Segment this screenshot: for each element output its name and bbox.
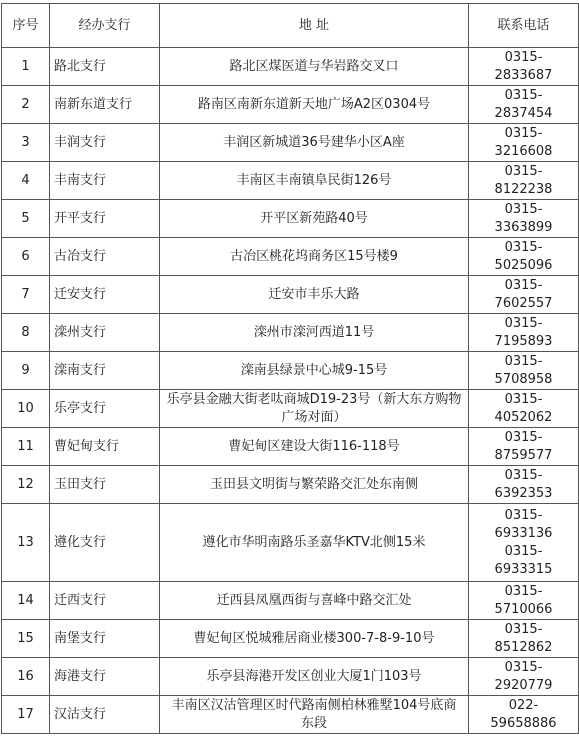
- table-row: [2, 582, 579, 620]
- phone-line: 0315-: [504, 201, 543, 217]
- branch-name: 迁安支行: [50, 276, 160, 314]
- phone-line: 0315-: [504, 659, 543, 675]
- branch-contact-table: [1, 3, 579, 734]
- row-number: 7: [2, 276, 50, 314]
- table-row: [2, 504, 579, 582]
- row-number: 11: [2, 428, 50, 466]
- branch-address: 路北区煤医道与华岩路交叉口: [160, 48, 469, 86]
- phone-cell: [469, 86, 579, 124]
- phone-line: 0315-: [504, 163, 543, 179]
- phone-line: 4052062: [494, 409, 553, 425]
- phone-line: 8512862: [494, 639, 553, 655]
- phone-line: 2837454: [494, 105, 553, 121]
- phone-line: 0315-: [504, 543, 543, 559]
- phone-line: 0315-: [504, 467, 543, 483]
- branch-address: 开平区新苑路40号: [160, 200, 469, 238]
- phone-line: 0315-: [504, 239, 543, 255]
- branch-address: 乐亭县海港开发区创业大厦1门103号: [160, 658, 469, 696]
- phone-cell: [469, 48, 579, 86]
- phone-line: 8759577: [494, 447, 553, 463]
- table-row: [2, 238, 579, 276]
- row-number: 14: [2, 582, 50, 620]
- branch-name: 古冶支行: [50, 238, 160, 276]
- phone-line: 5710066: [494, 601, 553, 617]
- phone-line: 6933136: [494, 525, 553, 541]
- phone-line: 0315-: [504, 315, 543, 331]
- table-row: [2, 48, 579, 86]
- row-number: 16: [2, 658, 50, 696]
- phone-line: 7602557: [494, 295, 553, 311]
- row-number: 1: [2, 48, 50, 86]
- phone-line: 0315-: [504, 429, 543, 445]
- row-number: 6: [2, 238, 50, 276]
- phone-line: 59658886: [490, 715, 557, 731]
- phone-cell: [469, 466, 579, 504]
- header-phone: 联系电话: [469, 4, 579, 48]
- branch-address: 滦南县绿景中心城9-15号: [160, 352, 469, 390]
- phone-cell: [469, 504, 579, 582]
- branch-name: 路北支行: [50, 48, 160, 86]
- branch-name: 丰润支行: [50, 124, 160, 162]
- phone-line: 0315-: [504, 49, 543, 65]
- phone-cell: [469, 696, 579, 734]
- phone-line: 0315-: [504, 391, 543, 407]
- phone-line: 0315-: [504, 583, 543, 599]
- phone-line: 8122238: [494, 181, 553, 197]
- phone-line: 0315-: [504, 125, 543, 141]
- branch-name: 南堡支行: [50, 620, 160, 658]
- branch-address: 路南区南新东道新天地广场A2区0304号: [160, 86, 469, 124]
- phone-cell: [469, 238, 579, 276]
- branch-address: 玉田县文明街与繁荣路交汇处东南侧: [160, 466, 469, 504]
- phone-cell: [469, 200, 579, 238]
- phone-cell: [469, 582, 579, 620]
- table-row: [2, 696, 579, 734]
- phone-line: 2920779: [494, 677, 553, 693]
- branch-name: 海港支行: [50, 658, 160, 696]
- row-number: 5: [2, 200, 50, 238]
- branch-address: 迁安市丰乐大路: [160, 276, 469, 314]
- branch-address: 遵化市华明南路乐圣嘉华KTV北侧15米: [160, 504, 469, 582]
- branch-table-wrapper: [1, 3, 579, 734]
- row-number: 10: [2, 390, 50, 428]
- phone-line: 5025096: [494, 257, 553, 273]
- table-row: [2, 620, 579, 658]
- branch-name: 丰南支行: [50, 162, 160, 200]
- phone-line: 0315-: [504, 507, 543, 523]
- phone-cell: [469, 620, 579, 658]
- phone-line: 022-: [508, 697, 539, 713]
- phone-line: 2833687: [494, 67, 553, 83]
- header-branch: 经办支行: [50, 4, 160, 48]
- phone-cell: [469, 352, 579, 390]
- branch-address: 古冶区桃花坞商务区15号楼9: [160, 238, 469, 276]
- branch-address: 迁西县凤凰西街与喜峰中路交汇处: [160, 582, 469, 620]
- row-number: 9: [2, 352, 50, 390]
- table-row: [2, 124, 579, 162]
- phone-cell: [469, 314, 579, 352]
- phone-line: 5708958: [494, 371, 553, 387]
- table-body: [2, 48, 579, 734]
- phone-line: 0315-: [504, 87, 543, 103]
- phone-line: 3363899: [494, 219, 553, 235]
- branch-name: 乐亭支行: [50, 390, 160, 428]
- branch-name: 迁西支行: [50, 582, 160, 620]
- branch-address: 乐亭县金融大街老呔商城D19-23号（新大东方购物广场对面）: [160, 390, 469, 428]
- row-number: 2: [2, 86, 50, 124]
- row-number: 4: [2, 162, 50, 200]
- table-header-row: [2, 4, 579, 48]
- table-row: [2, 200, 579, 238]
- table-row: [2, 162, 579, 200]
- phone-line: 0315-: [504, 621, 543, 637]
- table-row: [2, 276, 579, 314]
- table-row: [2, 352, 579, 390]
- branch-address: 曹妃甸区建设大街116-118号: [160, 428, 469, 466]
- row-number: 3: [2, 124, 50, 162]
- phone-line: 6933315: [494, 561, 553, 577]
- branch-name: 滦州支行: [50, 314, 160, 352]
- table-row: [2, 466, 579, 504]
- phone-cell: [469, 658, 579, 696]
- branch-name: 曹妃甸支行: [50, 428, 160, 466]
- phone-line: 3216608: [494, 143, 553, 159]
- phone-cell: [469, 428, 579, 466]
- header-address: 地 址: [160, 4, 469, 48]
- branch-address: 丰南区汉沽管理区时代路南侧柏林雅墅104号底商东段: [160, 696, 469, 734]
- table-row: [2, 390, 579, 428]
- row-number: 8: [2, 314, 50, 352]
- table-row: [2, 86, 579, 124]
- header-no: 序号: [2, 4, 50, 48]
- branch-address: 滦州市滦河西道11号: [160, 314, 469, 352]
- table-row: [2, 658, 579, 696]
- table-row: [2, 428, 579, 466]
- row-number: 15: [2, 620, 50, 658]
- row-number: 13: [2, 504, 50, 582]
- branch-address: 丰南区丰南镇阜民街126号: [160, 162, 469, 200]
- branch-name: 南新东道支行: [50, 86, 160, 124]
- branch-name: 滦南支行: [50, 352, 160, 390]
- branch-address: 曹妃甸区悦城雅居商业楼300-7-8-9-10号: [160, 620, 469, 658]
- branch-name: 汉沽支行: [50, 696, 160, 734]
- branch-address: 丰润区新城道36号建华小区A座: [160, 124, 469, 162]
- phone-cell: [469, 390, 579, 428]
- phone-cell: [469, 162, 579, 200]
- branch-name: 玉田支行: [50, 466, 160, 504]
- branch-name: 开平支行: [50, 200, 160, 238]
- row-number: 12: [2, 466, 50, 504]
- phone-cell: [469, 124, 579, 162]
- phone-line: 7195893: [494, 333, 553, 349]
- phone-cell: [469, 276, 579, 314]
- phone-line: 6392353: [494, 485, 553, 501]
- table-row: [2, 314, 579, 352]
- row-number: 17: [2, 696, 50, 734]
- branch-name: 遵化支行: [50, 504, 160, 582]
- phone-line: 0315-: [504, 353, 543, 369]
- phone-line: 0315-: [504, 277, 543, 293]
